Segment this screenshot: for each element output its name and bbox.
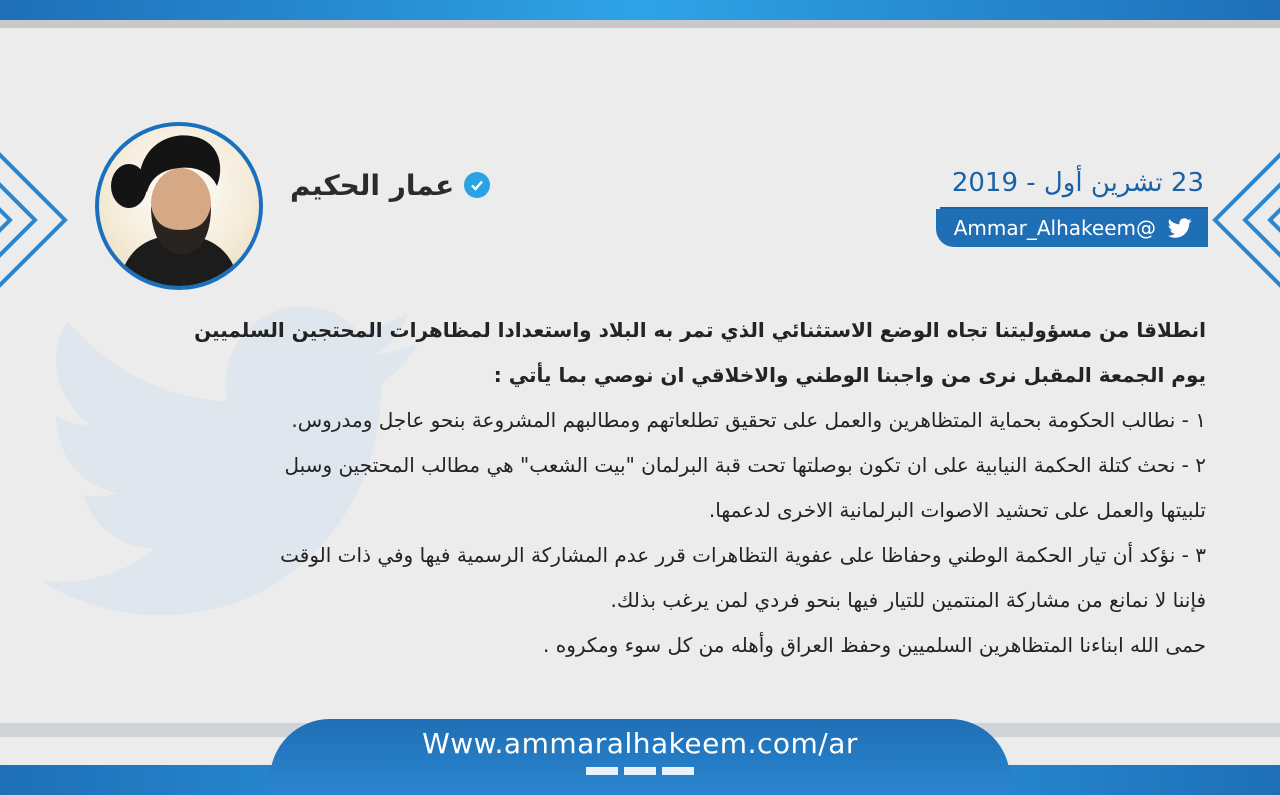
statement-body [78,308,1206,668]
dash-decoration [624,767,656,775]
twitter-bird-icon [1166,216,1194,240]
statement-item-1: ١ - نطالب الحكومة بحماية المتظاهرين والعمل على تحقيق تطلعاتهم ومطالبهم المشروعة بنحو عاجل ومدروس. [291,408,1206,432]
statement-line-1: انطلاقا من مسؤوليتنا تجاه الوضع الاستثنائي الذي تمر به البلاد واستعدادا لمظاهرات المحتجين السلميين [194,318,1206,342]
footer-tab [270,719,1010,795]
post-date: 23 تشرين أول - 2019 [951,168,1204,198]
statement-item-2b: تلبيتها والعمل على تحشيد الاصوات البرلمانية الاخرى لدعمها. [708,498,1206,522]
statement-closing: حمى الله ابناءنا المتظاهرين السلميين وحفظ العراق وأهله من كل سوء ومكروه . [543,633,1206,657]
website-url-link[interactable]: Www.ammaralhakeem.com/ar [422,727,858,760]
statement-line-2: يوم الجمعة المقبل نرى من واجبنا الوطني والاخلاقي ان نوصي بما يأتي : [493,363,1206,387]
statement-item-2a: ٢ - نحث كتلة الحكمة النيابية على ان تكون بوصلتها تحت قبة البرلمان "بيت الشعب" هي مطالب المحتجين وسبل [284,453,1206,477]
statement-item-3b: فإننا لا نمانع من مشاركة المنتمين للتيار فيها بنحو فردي لمن يرغب بذلك. [610,588,1206,612]
author-name: عمار الحكيم [290,168,455,202]
statement-item-3a: ٣ - نؤكد أن تيار الحكمة الوطني وحفاظا على عفوية التظاهرات قرر عدم المشاركة الرسمية فيها وفي ذات الوقت [280,543,1206,567]
portrait-illustration [99,126,259,286]
chevron-decoration-left [0,140,75,300]
dash-decoration [586,767,618,775]
avatar [95,122,263,290]
top-divider [0,20,1280,28]
twitter-handle-box[interactable] [936,209,1208,247]
top-banner [0,0,1280,20]
dash-decoration [662,767,694,775]
twitter-handle: Ammar_Alhakeem@ [953,216,1156,240]
verified-badge-icon [464,172,490,198]
author-name-row [290,163,490,207]
footer-dashes [270,767,1010,775]
chevron-decoration-right [1205,140,1280,300]
